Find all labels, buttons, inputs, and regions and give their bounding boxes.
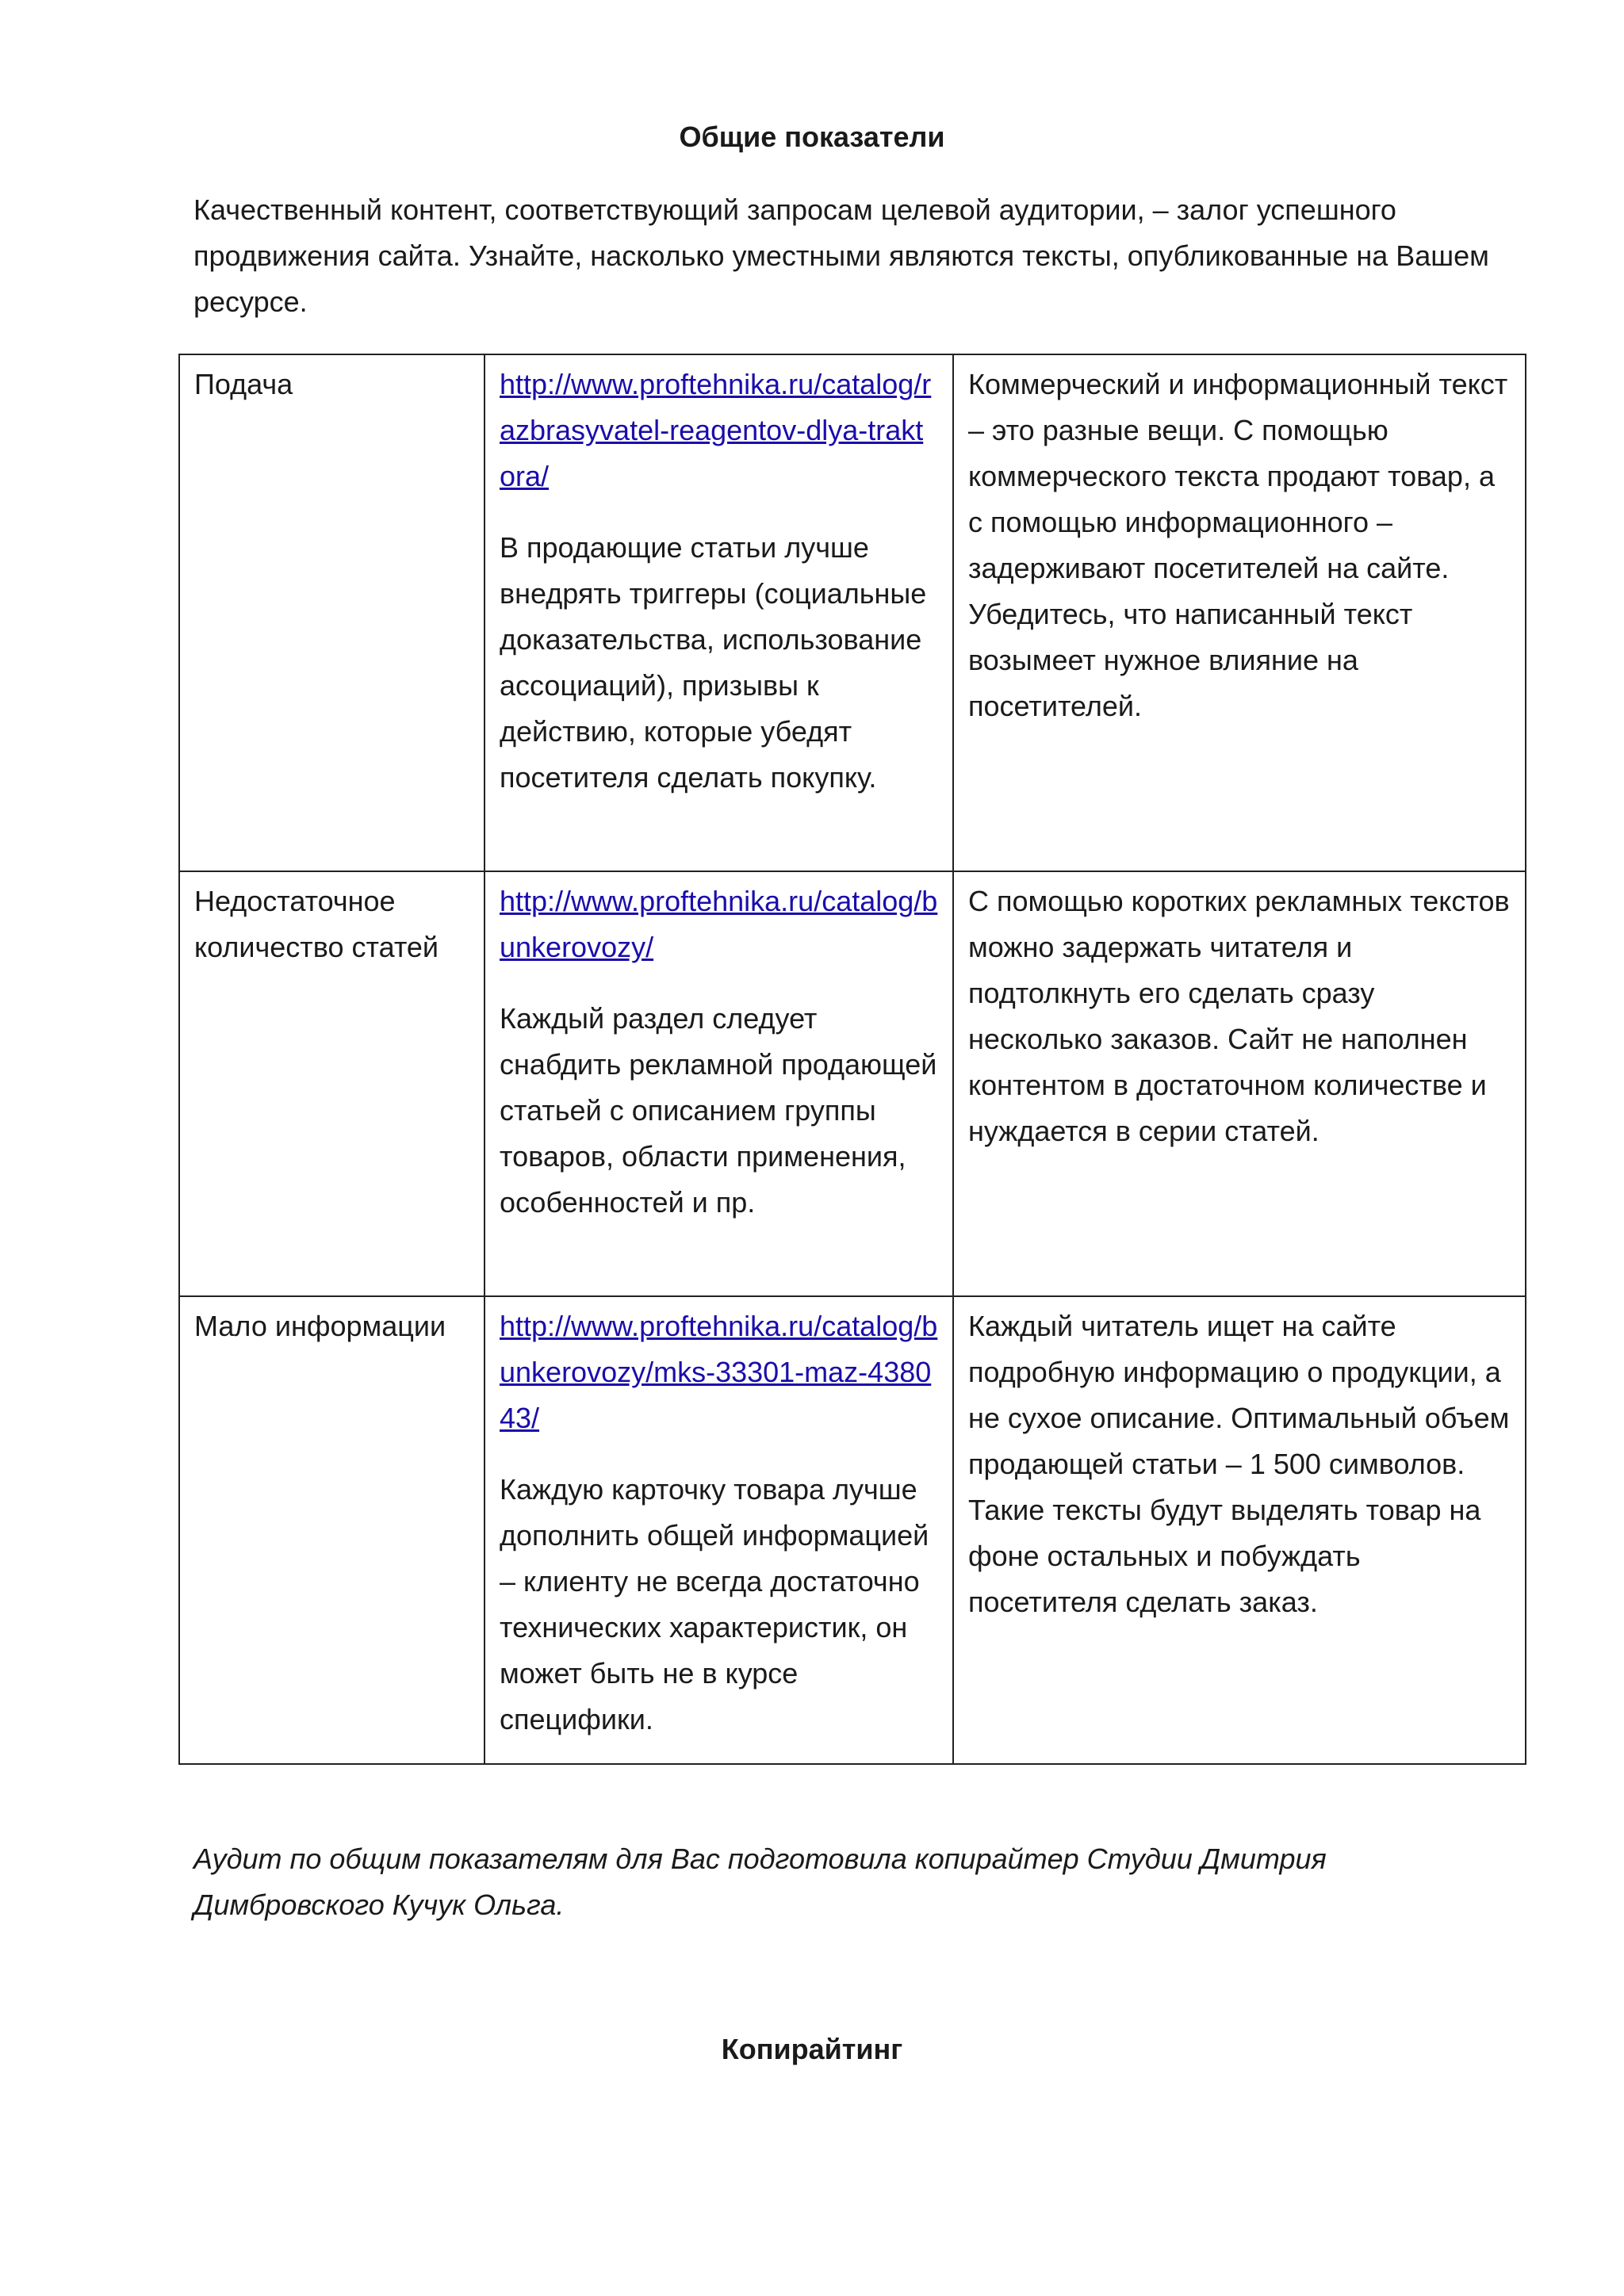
url-cell [485,871,953,1296]
comment-text: Каждый читатель ищет на сайте подробную информацию о продукции, а не сухое описание. Оптимальный объем продающей статьи – 1 500 символов. Такие тексты будут выделять товар на фоне остальных и побуждать посетителя сделать заказ. [968,1310,1510,1618]
next-section-title: Копирайтинг [721,2033,903,2065]
page-link[interactable]: http://www.proftehnika.ru/catalog/razbrasyvatel-reagentov-dlya-traktora/ [500,368,932,492]
comment-cell [953,1296,1526,1764]
table-row [179,871,1526,1296]
issue-label: Подача [194,368,293,400]
recommendation-text: Каждую карточку товара лучше дополнить общей информацией – клиенту не всегда достаточно технических характеристик, он может быть не в курсе специфики. [500,1473,929,1735]
table-row [179,1296,1526,1764]
url-cell [485,354,953,871]
page-link[interactable]: http://www.proftehnika.ru/catalog/bunkerovozy/mks-33301-maz-438043/ [500,1310,938,1434]
comment-text: С помощью коротких рекламных текстов можно задержать читателя и подтолкнуть его сделать сразу несколько заказов. Сайт не наполнен контентом в достаточном количестве и нуждается в серии статей. [968,885,1510,1147]
comment-text: Коммерческий и информационный текст – это разные вещи. С помощью коммерческого текста продают товар, а с помощью информационного – задерживают посетителей на сайте. Убедитесь, что написанный текст возымеет нужное влияние на посетителей. [968,368,1508,722]
issue-cell [179,871,485,1296]
issue-cell [179,1296,485,1764]
comment-cell [953,354,1526,871]
issue-label: Недостаточное количество статей [194,885,439,963]
issue-label: Мало информации [194,1310,446,1342]
comment-cell [953,871,1526,1296]
author-note: Аудит по общим показателям для Вас подготовила копирайтер Студии Дмитрия Димбровского Кучук Ольга. [193,1843,1327,1921]
intro-paragraph: Качественный контент, соответствующий запросам целевой аудитории, – залог успешного продвижения сайта. Узнайте, насколько уместными являются тексты, опубликованные на Вашем ресурсе. [193,193,1489,318]
recommendation-text: В продающие статьи лучше внедрять триггеры (социальные доказательства, использование ассоциаций), призывы к действию, которые убедят посетителя сделать покупку. [500,531,927,794]
recommendation-text: Каждый раздел следует снабдить рекламной продающей статьей с описанием группы товаров, области применения, особенностей и пр. [500,1002,937,1219]
page-link[interactable]: http://www.proftehnika.ru/catalog/bunkerovozy/ [500,885,938,963]
url-cell [485,1296,953,1764]
audit-table [178,354,1526,1765]
issue-cell [179,354,485,871]
table-row [179,354,1526,871]
section-title: Общие показатели [679,121,945,153]
